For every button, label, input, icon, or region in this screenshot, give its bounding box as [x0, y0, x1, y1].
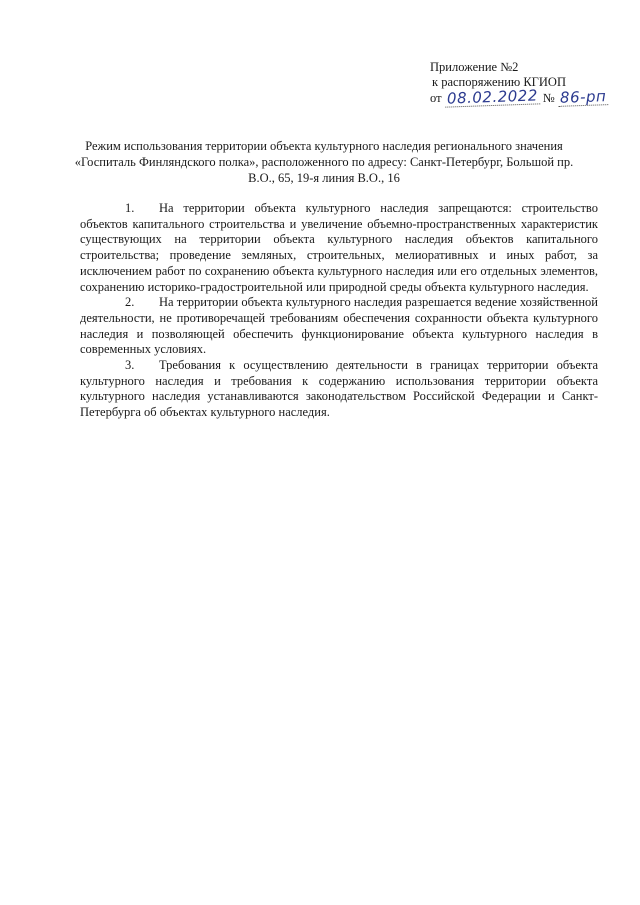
paragraph-text: Требования к осуществлению деятельности в границах территории объекта культурного наследия и требования к содержанию использования территории объекта культурного наследия устанавливаются законодательством Российской Федерации и Санкт-Петербурга об объектах культурного наследия. — [80, 358, 598, 420]
paragraph-1 — [80, 201, 598, 295]
order-date-number — [430, 86, 608, 108]
order-reference: к распоряжению КГИОП — [432, 75, 566, 89]
paragraph-text: На территории объекта культурного наследия разрешается ведение хозяйственной деятельности, не противоречащей требованиям обеспечения сохранности объекта культурного наследия и позволяющей обеспечить функционирование объекта культурного наследия в современных условиях. — [80, 295, 598, 357]
appendix-label: Приложение №2 — [430, 60, 519, 74]
number-prefix: № — [542, 91, 555, 105]
document-body — [80, 201, 598, 421]
paragraph-text: На территории объекта культурного наследия запрещаются: строительство объектов капитального строительства и увеличение объемно-пространственных характеристик существующих на территории объекта культурного наследия объектов капитального строительства; проведение земляных, строительных, мелиоративных и иных работ, за исключением работ по сохранению объекта культурного наследия или его отдельных элементов, сохранению историко-градостроительной или природной среды объекта культурного наследия. — [80, 201, 598, 294]
handwritten-date: 08.02.2022 — [446, 86, 538, 108]
appendix-header — [430, 60, 608, 106]
paragraph-number: 3. — [125, 358, 135, 373]
date-prefix: от — [430, 91, 442, 105]
paragraph-3 — [80, 358, 598, 421]
document-title: Режим использования территории объекта культурного наследия регионального значения «Госпиталь Финляндского полка», расположенного по адресу: Санкт-Петербург, Большой пр. В.О., 65, 19-я линия В.О., 16 — [74, 139, 574, 185]
paragraph-number: 2. — [125, 295, 135, 310]
paragraph-number: 1. — [125, 201, 135, 215]
paragraph-2 — [80, 295, 598, 358]
handwritten-number: 86-рп — [559, 87, 607, 107]
